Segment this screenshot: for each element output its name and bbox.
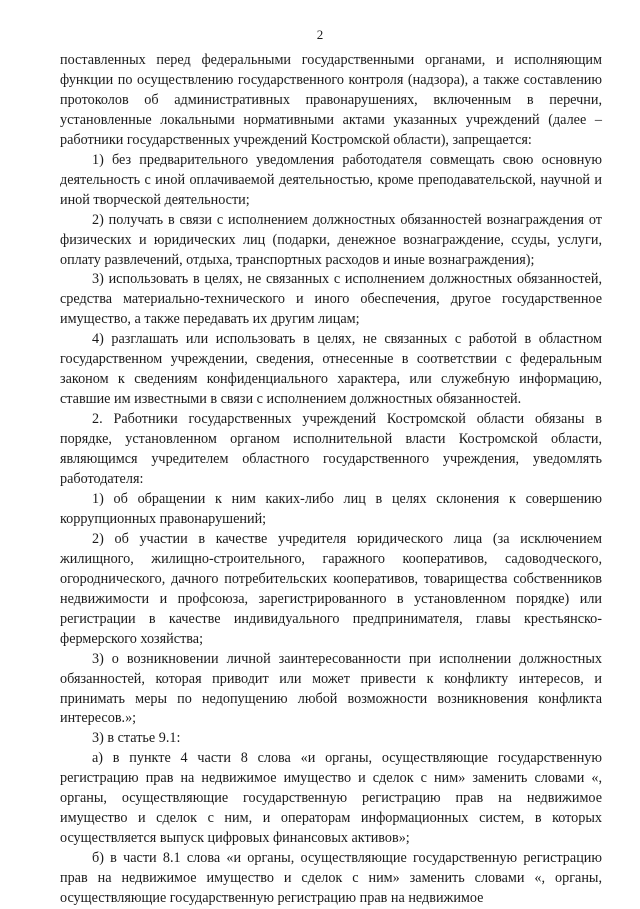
paragraph-prohibition-1: 1) без предварительного уведомления работодателя совмещать свою основную деятельность с иной оплачиваемой деятельностью, кроме преподавательской, научной и иной творческой деятельности;: [60, 151, 602, 208]
paragraph-prohibition-2: 2) получать в связи с исполнением должностных обязанностей вознаграждения от физических и юридических лиц (подарки, денежное вознаграждение, ссуды, услуги, оплату развлечений, отдыха, транспортных расходов и иные вознаграждения);: [60, 211, 602, 268]
paragraph-obligation-3: 3) о возникновении личной заинтересованности при исполнении должностных обязанностей, которая приводит или может привести к конфликту интересов, и принимать меры по недопущению любой возможности возникновения конфликта интересов.»;: [60, 650, 602, 727]
paragraph-article-9-1: 3) в статье 9.1:: [92, 730, 181, 747]
paragraph-amendment-b: б) в части 8.1 слова «и органы, осуществляющие государственную регистрацию прав на недвижимое имущество и сделок с ним» заменить словами «, органы, осуществляющие государственную регистрацию прав на недвижимое: [60, 850, 602, 907]
paragraph-section-2: 2. Работники государственных учреждений Костромской области обязаны в порядке, установленном органом исполнительной власти Костромской области, являющимся учредителем областного государственного учреждения, уведомлять работодателя:: [60, 411, 602, 488]
document-body: [60, 51, 602, 909]
paragraph-obligation-2: 2) об участии в качестве учредителя юридического лица (за исключением жилищного, жилищно-строительного, гаражного кооперативов, садоводческого, огороднического, дачного потребительских кооперативов, товарищества собственников недвижимости и профсоюза, зарегистрированного в установленном порядке) или регистрации в качестве индивидуального предпринимателя, главы крестьянско-фермерского хозяйства;: [60, 530, 602, 647]
page-number: 2: [316, 27, 324, 42]
paragraph-amendment-a: а) в пункте 4 части 8 слова «и органы, осуществляющие государственную регистрацию прав на недвижимое имущество и сделок с ним» заменить словами «, органы, осуществляющие государственную регистрацию прав на недвижимое имущество и сделок с ним, и операторам информационных систем, в которых осуществляется выпуск цифровых финансовых активов»;: [60, 750, 602, 847]
paragraph-obligation-1: 1) об обращении к ним каких-либо лиц в целях склонения к совершению коррупционных правонарушений;: [60, 490, 602, 527]
paragraph-prohibition-4: 4) разглашать или использовать в целях, не связанных с работой в областном государственном учреждении, сведения, отнесенные в соответствии с федеральным законом к сведениям конфиденциального характера, или служебную информацию, ставшие им известными в связи с исполнением должностных обязанностей.: [60, 331, 602, 408]
paragraph-intro-continuation: поставленных перед федеральными государственными органами, и исполняющим функции по осуществлению государственного контроля (надзора), а также составлению протоколов об административных правонарушениях, включенным в перечни, установленные локальными нормативными актами указанных учреждений (далее – работники государственных учреждений Костромской области), запрещается:: [60, 52, 602, 148]
paragraph-prohibition-3: 3) использовать в целях, не связанных с исполнением должностных обязанностей, средства материально-технического и иного обеспечения, другое государственное имущество, а также передавать их другим лицам;: [60, 271, 602, 328]
